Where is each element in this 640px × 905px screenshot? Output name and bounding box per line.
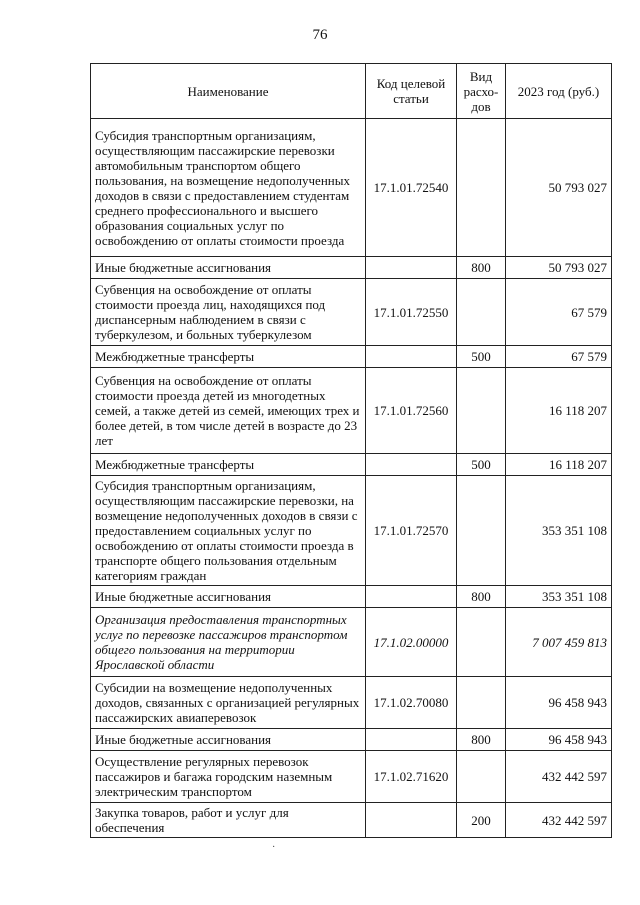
header-name: Наименование xyxy=(91,64,366,119)
cell-code xyxy=(366,586,457,608)
cell-kind: 500 xyxy=(457,346,506,368)
table-row xyxy=(91,257,612,279)
cell-kind: 800 xyxy=(457,586,506,608)
cell-code: 17.1.02.70080 xyxy=(366,677,457,729)
cell-amount: 67 579 xyxy=(506,279,612,346)
cell-amount: 96 458 943 xyxy=(506,729,612,751)
stray-mark: · xyxy=(272,842,276,853)
cell-code xyxy=(366,729,457,751)
table-header-row xyxy=(91,64,612,119)
cell-name: Иные бюджетные ассигнования xyxy=(91,729,366,751)
cell-name: Иные бюджетные ассигнования xyxy=(91,257,366,279)
cell-code: 17.1.02.71620 xyxy=(366,751,457,803)
table-row xyxy=(91,608,612,677)
table-row xyxy=(91,586,612,608)
cell-name: Межбюджетные трансферты xyxy=(91,454,366,476)
cell-kind: 800 xyxy=(457,729,506,751)
cell-amount: 16 118 207 xyxy=(506,454,612,476)
table-row xyxy=(91,677,612,729)
cell-code xyxy=(366,803,457,838)
cell-code xyxy=(366,346,457,368)
cell-kind xyxy=(457,119,506,257)
cell-kind xyxy=(457,476,506,586)
cell-code: 17.1.01.72550 xyxy=(366,279,457,346)
cell-kind: 500 xyxy=(457,454,506,476)
cell-name: Иные бюджетные ассигнования xyxy=(91,586,366,608)
page-number: 76 xyxy=(312,27,328,43)
cell-kind xyxy=(457,751,506,803)
header-amount: 2023 год (руб.) xyxy=(506,64,612,119)
cell-code xyxy=(366,454,457,476)
table-row xyxy=(91,476,612,586)
cell-name: Межбюджетные трансферты xyxy=(91,346,366,368)
cell-amount: 432 442 597 xyxy=(506,751,612,803)
cell-code xyxy=(366,257,457,279)
cell-kind: 800 xyxy=(457,257,506,279)
table-row xyxy=(91,119,612,257)
budget-table xyxy=(90,63,612,838)
cell-kind xyxy=(457,677,506,729)
table-row xyxy=(91,279,612,346)
cell-name: Закупка товаров, работ и услуг для обеспечения xyxy=(91,803,366,838)
cell-amount: 432 442 597 xyxy=(506,803,612,838)
cell-kind xyxy=(457,608,506,677)
table-body xyxy=(91,119,612,838)
table-row xyxy=(91,803,612,838)
cell-name: Организация предоставления транспортных услуг по перевозке пассажиров транспортом общего пользования на территории Ярославской области xyxy=(91,608,366,677)
cell-amount: 50 793 027 xyxy=(506,119,612,257)
cell-code: 17.1.01.72570 xyxy=(366,476,457,586)
table-row xyxy=(91,729,612,751)
header-kind: Вид расхо-дов xyxy=(457,64,506,119)
table-row xyxy=(91,751,612,803)
cell-amount: 96 458 943 xyxy=(506,677,612,729)
table-row xyxy=(91,346,612,368)
table-row xyxy=(91,368,612,454)
header-code: Код целевой статьи xyxy=(366,64,457,119)
cell-kind: 200 xyxy=(457,803,506,838)
cell-amount: 50 793 027 xyxy=(506,257,612,279)
cell-kind xyxy=(457,368,506,454)
cell-amount: 67 579 xyxy=(506,346,612,368)
cell-name: Осуществление регулярных перевозок пассажиров и багажа городским наземным электрическим транспортом xyxy=(91,751,366,803)
cell-amount: 353 351 108 xyxy=(506,586,612,608)
cell-name: Субсидии на возмещение недополученных доходов, связанных с организацией регулярных пассажирских авиаперевозок xyxy=(91,677,366,729)
cell-code: 17.1.01.72540 xyxy=(366,119,457,257)
cell-name: Субвенция на освобождение от оплаты стоимости проезда лиц, находящихся под диспансерным наблюдением в связи с туберкулезом, и больных туберкулезом xyxy=(91,279,366,346)
cell-code: 17.1.02.00000 xyxy=(366,608,457,677)
cell-name: Субвенция на освобождение от оплаты стоимости проезда детей из многодетных семей, а также детей из семей, имеющих трех и более детей, в том числе детей в возрасте до 23 лет xyxy=(91,368,366,454)
cell-kind xyxy=(457,279,506,346)
cell-amount: 353 351 108 xyxy=(506,476,612,586)
cell-amount: 7 007 459 813 xyxy=(506,608,612,677)
cell-amount: 16 118 207 xyxy=(506,368,612,454)
table-row xyxy=(91,454,612,476)
cell-name: Субсидия транспортным организациям, осуществляющим пассажирские перевозки, на возмещение недополученных доходов в связи с предоставлением социальных услуг по освобождению от оплаты стоимости проезда в транспорте общего пользования отдельным категориям граждан xyxy=(91,476,366,586)
cell-code: 17.1.01.72560 xyxy=(366,368,457,454)
cell-name: Субсидия транспортным организациям, осуществляющим пассажирские перевозки автомобильным транспортом общего пользования, на возмещение недополученных доходов в связи с предоставлением студентам среднего профессионального и высшего образования социальных услуг по освобождению от оплаты стоимости проезда xyxy=(91,119,366,257)
